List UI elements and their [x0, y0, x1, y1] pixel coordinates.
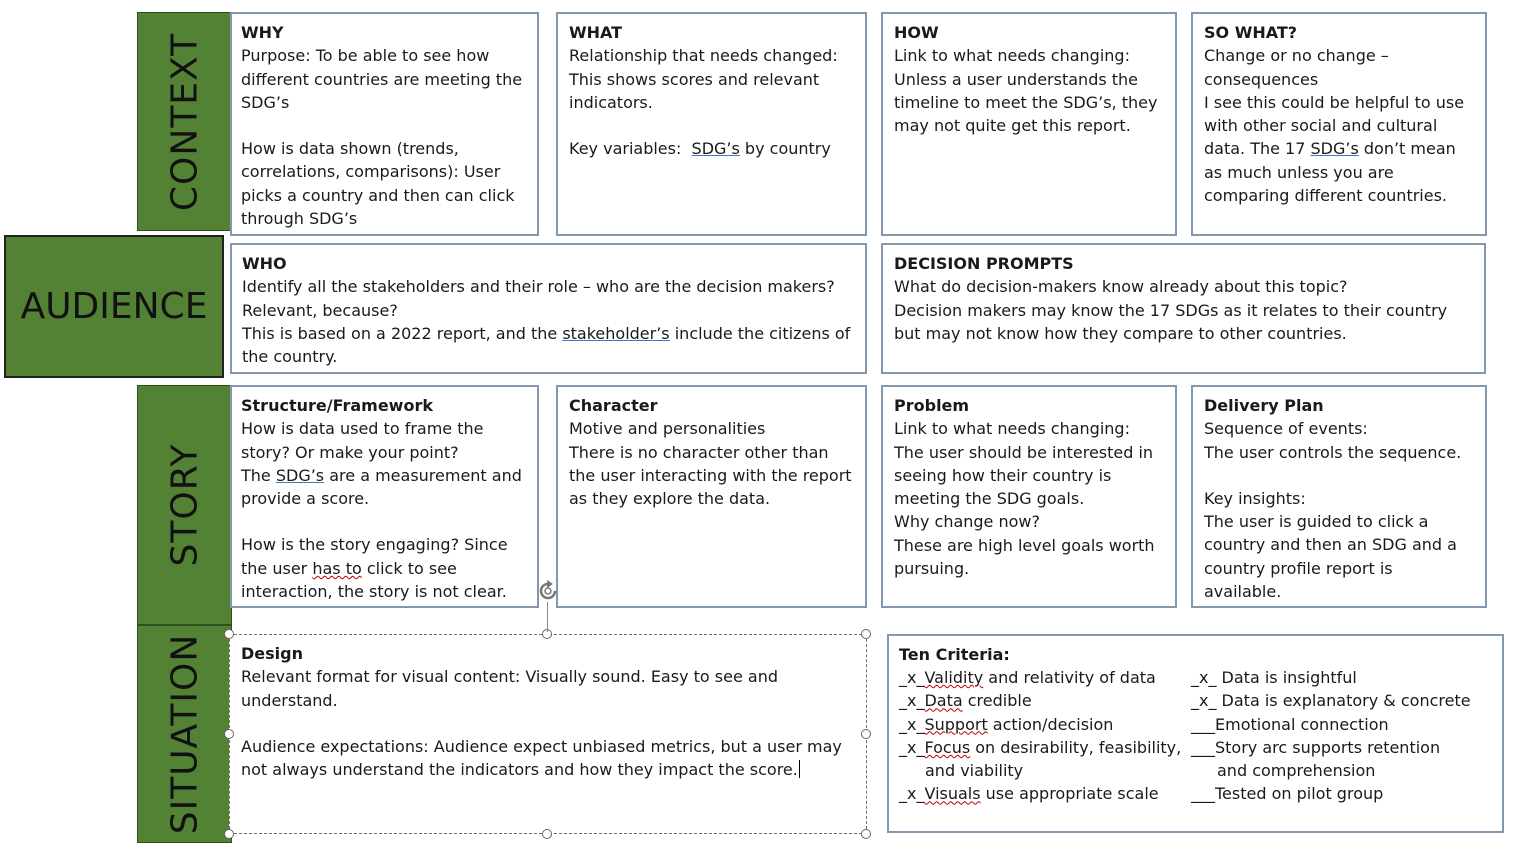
delivery-plan-title: Delivery Plan	[1204, 396, 1324, 415]
story-label: STORY	[164, 443, 205, 567]
problem-link: Link to what needs changing:	[894, 419, 1130, 439]
structure-title: Structure/Framework	[241, 396, 433, 415]
criteria-item: and viability	[925, 761, 1024, 781]
how-link: Link to what needs changing:	[894, 46, 1130, 66]
resize-handle-bottom-right[interactable]	[861, 829, 871, 839]
context-label: CONTEXT	[164, 32, 205, 211]
decision-prompts-box[interactable]	[881, 243, 1486, 374]
decision-prompts-title: DECISION PROMPTS	[894, 254, 1074, 273]
delivery-guided: The user is guided to click a country and then an SDG and a country profile report is available.	[1204, 512, 1457, 602]
why-title: WHY	[241, 23, 284, 42]
criteria-title: Ten Criteria:	[899, 645, 1010, 664]
character-motive: Motive and personalities	[569, 419, 766, 439]
rotate-handle-stem	[547, 602, 548, 632]
criteria-item: _x_ Data is explanatory & concrete	[1191, 691, 1471, 711]
audience-band	[4, 235, 224, 378]
stakeholder-term: stakeholder’s	[562, 323, 670, 343]
how-box[interactable]	[881, 12, 1177, 236]
what-box[interactable]	[556, 12, 867, 236]
so-what-box[interactable]	[1191, 12, 1487, 236]
structure-engaging: How is the story engaging? Since the user has to click to see interaction, the story is not clear.	[241, 535, 508, 602]
criteria-item: _x_ Data is insightful	[1191, 668, 1357, 687]
criteria-item: and comprehension	[1217, 761, 1376, 781]
why-purpose: Purpose: To be able to see how different countries are meeting the SDG’s	[241, 46, 523, 112]
decision-prompts-question: What do decision-makers know already about this topic?	[894, 277, 1348, 297]
delivery-key-insights: Key insights:	[1204, 488, 1306, 508]
why-box[interactable]	[230, 12, 539, 236]
delivery-controls: The user controls the sequence.	[1204, 442, 1462, 462]
how-text: Unless a user understands the timeline to meet the SDG’s, they may not quite get this report.	[894, 69, 1158, 136]
criteria-item: ___Emotional connection	[1191, 714, 1389, 734]
situation-band	[137, 625, 232, 843]
criteria-item: ___Story arc supports retention	[1191, 737, 1441, 757]
resize-handle-right[interactable]	[861, 729, 871, 739]
has-to-term: has to	[312, 558, 362, 578]
problem-goals: These are high level goals worth pursuing.	[894, 535, 1155, 579]
who-box[interactable]	[230, 243, 867, 374]
resize-handle-bottom[interactable]	[542, 829, 552, 839]
delivery-plan-box[interactable]	[1191, 385, 1487, 608]
sdg-term: SDG’s	[1310, 139, 1359, 159]
delivery-sequence: Sequence of events:	[1204, 419, 1368, 439]
design-box[interactable]	[229, 634, 867, 834]
criteria-left-column	[899, 666, 1181, 806]
criteria-item: _x_Focus on desirability, feasibility,	[899, 737, 1182, 757]
sdg-term: SDG’s	[691, 139, 740, 159]
story-band	[137, 385, 232, 625]
design-format: Relevant format for visual content: Visually sound. Easy to see and understand.	[241, 667, 778, 710]
character-box[interactable]	[556, 385, 867, 608]
character-text: There is no character other than the user interacting with the report as they explore the data.	[569, 442, 852, 509]
audience-label: AUDIENCE	[20, 286, 208, 327]
who-identify: Identify all the stakeholders and their role – who are the decision makers? Relevant, because?	[242, 277, 835, 320]
situation-label: SITUATION	[164, 633, 205, 835]
design-title: Design	[241, 644, 303, 663]
ten-criteria-box[interactable]	[887, 634, 1504, 833]
context-band	[137, 12, 232, 231]
criteria-item: _x_Visuals use appropriate scale	[899, 784, 1159, 804]
so-what-consequences: Change or no change – consequences	[1204, 46, 1389, 89]
who-report: This is based on a 2022 report, and the stakeholder’s include the citizens of the country.	[242, 323, 851, 367]
what-title: WHAT	[569, 23, 623, 42]
structure-question: How is data used to frame the story? Or make your point?	[241, 419, 484, 462]
problem-user-interest: The user should be interested in seeing how their country is meeting the SDG goals.	[894, 442, 1154, 509]
so-what-text: I see this could be helpful to use with other social and cultural data. The 17 SDG’s don’t mean as much unless you are comparing different countries.	[1204, 92, 1465, 206]
character-title: Character	[569, 396, 658, 415]
criteria-right-column	[1191, 666, 1471, 806]
sdg-term: SDG’s	[275, 465, 325, 485]
rotate-handle-icon[interactable]	[535, 578, 561, 604]
text-cursor	[799, 760, 800, 778]
resize-handle-bottom-left[interactable]	[224, 829, 234, 839]
what-key-variables: Key variables: SDG’s by country	[569, 139, 831, 159]
structure-sdg-measurement: The SDG’s are a measurement and provide a score.	[241, 465, 522, 509]
problem-box[interactable]	[881, 385, 1177, 608]
what-relationship: Relationship that needs changed: This shows scores and relevant indicators.	[569, 46, 838, 112]
structure-box[interactable]	[230, 385, 539, 608]
resize-handle-top-right[interactable]	[861, 629, 871, 639]
criteria-item: ___Tested on pilot group	[1191, 784, 1384, 804]
problem-title: Problem	[894, 396, 970, 415]
problem-why-now: Why change now?	[894, 512, 1040, 532]
criteria-item: _x_Data credible	[899, 691, 1032, 711]
how-title: HOW	[894, 23, 939, 42]
why-data-shown: How is data shown (trends, correlations, comparisons): User picks a country and then can click through SDG’s	[241, 139, 515, 229]
criteria-item: _x_Validity and relativity of data	[899, 668, 1156, 687]
criteria-item: _x_Support action/decision	[899, 714, 1114, 734]
who-title: WHO	[242, 254, 287, 273]
so-what-title: SO WHAT?	[1204, 23, 1298, 42]
decision-prompts-answer: Decision makers may know the 17 SDGs as it relates to their country but may not know how they compare to other countries.	[894, 300, 1448, 343]
resize-handle-left[interactable]	[224, 729, 234, 739]
design-audience-expectations: Audience expectations: Audience expect unbiased metrics, but a user may not always understand the indicators and how they impact the score.	[241, 736, 842, 780]
resize-handle-top-left[interactable]	[224, 629, 234, 639]
